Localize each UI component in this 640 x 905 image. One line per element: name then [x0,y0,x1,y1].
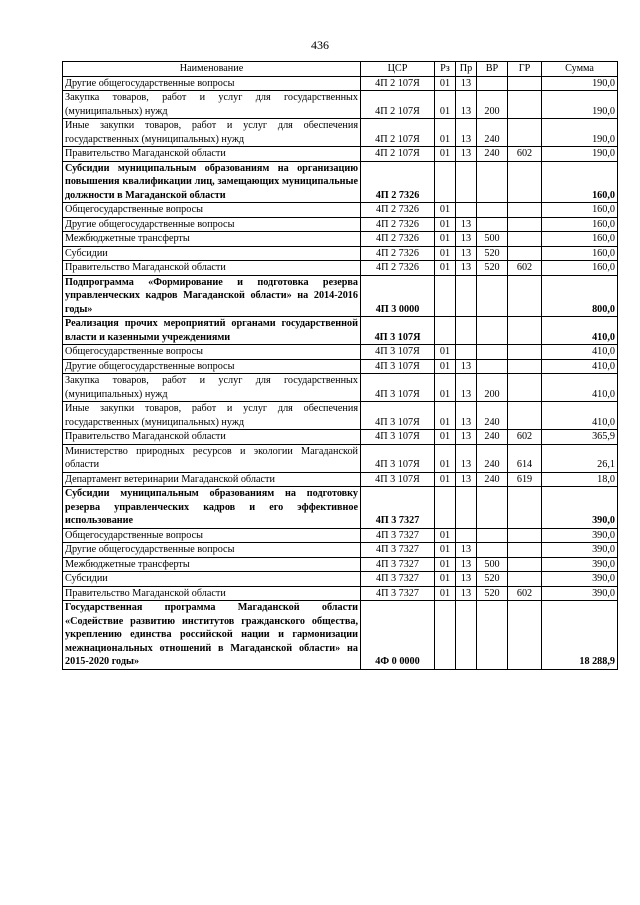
cell-name: Правительство Магаданской области [63,147,361,162]
cell-gr [508,345,542,360]
cell-pr [456,275,477,317]
cell-name: Субсидии муниципальным образованиям на подготовку резерва управленческих кадров и его эффективное использование [63,487,361,529]
table-row [63,203,618,218]
cell-name: Общегосударственные вопросы [63,528,361,543]
cell-name: Государственная программа Магаданской области «Содействие развитию институтов гражданского общества, укреплению единства российской нации и гармонизации межнациональных отношений в Магаданской области» на 2015-2020 годы» [63,601,361,670]
cell-gr [508,275,542,317]
cell-csr: 4П 3 0000 [361,275,435,317]
cell-vr [477,345,508,360]
cell-csr: 4П 3 7327 [361,528,435,543]
cell-pr [456,487,477,529]
cell-vr [477,487,508,529]
cell-vr [477,317,508,345]
cell-sum: 160,0 [542,246,618,261]
cell-csr: 4П 2 107Я [361,147,435,162]
cell-gr [508,543,542,558]
cell-sum: 26,1 [542,444,618,472]
cell-name: Общегосударственные вопросы [63,345,361,360]
cell-rz [435,275,456,317]
cell-rz: 01 [435,203,456,218]
cell-rz: 01 [435,444,456,472]
cell-vr [477,275,508,317]
cell-sum: 410,0 [542,317,618,345]
cell-pr: 13 [456,402,477,430]
cell-sum: 160,0 [542,232,618,247]
cell-csr: 4П 2 7326 [361,203,435,218]
cell-sum: 160,0 [542,161,618,203]
cell-vr [477,217,508,232]
cell-gr [508,601,542,670]
cell-csr: 4П 3 7327 [361,487,435,529]
page-number: 436 [311,38,329,52]
cell-vr [477,543,508,558]
cell-pr: 13 [456,246,477,261]
cell-sum: 190,0 [542,147,618,162]
cell-gr [508,232,542,247]
cell-pr: 13 [456,472,477,487]
table-row [63,345,618,360]
cell-gr: 619 [508,472,542,487]
cell-csr: 4П 3 107Я [361,430,435,445]
cell-csr: 4П 2 7326 [361,217,435,232]
cell-name: Субсидии [63,246,361,261]
cell-vr [477,359,508,374]
cell-sum: 800,0 [542,275,618,317]
cell-csr: 4П 2 7326 [361,161,435,203]
cell-gr: 602 [508,430,542,445]
cell-gr: 602 [508,261,542,276]
table-row [63,359,618,374]
cell-name: Другие общегосударственные вопросы [63,543,361,558]
cell-csr: 4Ф 0 0000 [361,601,435,670]
cell-rz [435,317,456,345]
cell-vr: 520 [477,586,508,601]
cell-sum: 390,0 [542,528,618,543]
cell-vr: 240 [477,444,508,472]
cell-name: Закупка товаров, работ и услуг для государственных (муниципальных) нужд [63,91,361,119]
cell-pr: 13 [456,444,477,472]
cell-vr [477,76,508,91]
cell-vr: 500 [477,557,508,572]
cell-csr: 4П 3 107Я [361,317,435,345]
table-row [63,317,618,345]
cell-rz: 01 [435,402,456,430]
table-row [63,528,618,543]
cell-name: Межбюджетные трансферты [63,557,361,572]
cell-csr: 4П 2 107Я [361,91,435,119]
table-row [63,161,618,203]
cell-pr: 13 [456,76,477,91]
cell-pr: 13 [456,374,477,402]
header-csr: ЦСР [361,62,435,77]
cell-gr [508,359,542,374]
cell-sum: 18 288,9 [542,601,618,670]
cell-gr [508,557,542,572]
cell-name: Субсидии муниципальным образованиям на организацию повышения квалификации лиц, замещающих муниципальные должности в Магаданской области [63,161,361,203]
cell-rz: 01 [435,91,456,119]
cell-pr: 13 [456,572,477,587]
cell-sum: 410,0 [542,374,618,402]
cell-vr: 520 [477,246,508,261]
cell-name: Правительство Магаданской области [63,430,361,445]
cell-rz [435,161,456,203]
cell-pr: 13 [456,586,477,601]
cell-csr: 4П 2 7326 [361,261,435,276]
cell-pr: 13 [456,430,477,445]
cell-name: Реализация прочих мероприятий органами государственной власти и казенными учреждениями [63,317,361,345]
cell-sum: 190,0 [542,91,618,119]
cell-csr: 4П 3 107Я [361,402,435,430]
cell-vr: 520 [477,261,508,276]
table-row [63,374,618,402]
cell-vr: 240 [477,402,508,430]
cell-vr: 240 [477,147,508,162]
cell-gr [508,487,542,529]
cell-pr: 13 [456,232,477,247]
header-sum: Сумма [542,62,618,77]
cell-pr: 13 [456,217,477,232]
cell-pr [456,203,477,218]
table-row [63,275,618,317]
cell-sum: 410,0 [542,402,618,430]
cell-csr: 4П 2 107Я [361,76,435,91]
cell-sum: 390,0 [542,543,618,558]
table-row [63,261,618,276]
cell-rz: 01 [435,374,456,402]
cell-vr: 240 [477,430,508,445]
cell-gr [508,246,542,261]
cell-gr [508,119,542,147]
cell-rz: 01 [435,76,456,91]
cell-gr [508,91,542,119]
table-row [63,572,618,587]
table-row [63,557,618,572]
table-row [63,487,618,529]
cell-csr: 4П 2 7326 [361,246,435,261]
cell-gr [508,528,542,543]
cell-rz: 01 [435,430,456,445]
cell-pr [456,317,477,345]
cell-pr: 13 [456,91,477,119]
cell-csr: 4П 3 107Я [361,345,435,360]
cell-vr: 240 [477,472,508,487]
table-row [63,91,618,119]
cell-gr [508,76,542,91]
cell-gr: 614 [508,444,542,472]
cell-name: Иные закупки товаров, работ и услуг для обеспечения государственных (муниципальных) нужд [63,402,361,430]
cell-sum: 410,0 [542,359,618,374]
cell-gr [508,161,542,203]
cell-sum: 160,0 [542,217,618,232]
table-row [63,543,618,558]
cell-pr [456,528,477,543]
cell-gr: 602 [508,147,542,162]
cell-vr: 200 [477,374,508,402]
cell-sum: 390,0 [542,586,618,601]
cell-pr: 13 [456,147,477,162]
cell-csr: 4П 2 107Я [361,119,435,147]
cell-rz: 01 [435,217,456,232]
header-name: Наименование [63,62,361,77]
cell-sum: 410,0 [542,345,618,360]
cell-gr [508,317,542,345]
cell-pr: 13 [456,543,477,558]
cell-vr [477,601,508,670]
cell-vr [477,528,508,543]
cell-sum: 390,0 [542,572,618,587]
cell-sum: 190,0 [542,76,618,91]
cell-name: Правительство Магаданской области [63,586,361,601]
cell-rz: 01 [435,246,456,261]
budget-table [62,61,618,670]
cell-rz [435,601,456,670]
cell-name: Субсидии [63,572,361,587]
table-row [63,232,618,247]
cell-vr: 520 [477,572,508,587]
cell-csr: 4П 3 7327 [361,586,435,601]
table-row [63,402,618,430]
cell-csr: 4П 3 107Я [361,359,435,374]
table-row [63,601,618,670]
cell-sum: 390,0 [542,487,618,529]
cell-rz: 01 [435,543,456,558]
cell-name: Подпрограмма «Формирование и подготовка резерва управленческих кадров Магаданской области» на 2014-2016 годы» [63,275,361,317]
cell-gr [508,402,542,430]
cell-csr: 4П 3 7327 [361,543,435,558]
cell-vr: 240 [477,119,508,147]
cell-name: Министерство природных ресурсов и экологии Магаданской области [63,444,361,472]
table-row [63,147,618,162]
cell-rz: 01 [435,557,456,572]
cell-rz: 01 [435,572,456,587]
cell-rz: 01 [435,586,456,601]
table-row [63,246,618,261]
cell-rz: 01 [435,119,456,147]
cell-pr: 13 [456,261,477,276]
cell-sum: 390,0 [542,557,618,572]
cell-rz [435,487,456,529]
cell-gr [508,374,542,402]
cell-csr: 4П 3 107Я [361,472,435,487]
cell-gr: 602 [508,586,542,601]
cell-name: Правительство Магаданской области [63,261,361,276]
cell-rz: 01 [435,232,456,247]
cell-vr: 500 [477,232,508,247]
cell-name: Другие общегосударственные вопросы [63,76,361,91]
table-row [63,217,618,232]
table-body [63,76,618,669]
cell-name: Общегосударственные вопросы [63,203,361,218]
cell-gr [508,203,542,218]
cell-name: Закупка товаров, работ и услуг для государственных (муниципальных) нужд [63,374,361,402]
cell-csr: 4П 3 7327 [361,572,435,587]
cell-sum: 160,0 [542,203,618,218]
cell-rz: 01 [435,261,456,276]
cell-rz: 01 [435,528,456,543]
cell-pr: 13 [456,119,477,147]
cell-csr: 4П 3 107Я [361,444,435,472]
cell-pr: 13 [456,557,477,572]
cell-sum: 190,0 [542,119,618,147]
table-row [63,472,618,487]
cell-vr: 200 [477,91,508,119]
table-row [63,76,618,91]
cell-sum: 365,9 [542,430,618,445]
header-pr: Пр [456,62,477,77]
table-header-row [63,62,618,77]
table-row [63,586,618,601]
cell-rz: 01 [435,359,456,374]
cell-rz: 01 [435,472,456,487]
cell-sum: 160,0 [542,261,618,276]
cell-gr [508,217,542,232]
cell-name: Другие общегосударственные вопросы [63,359,361,374]
cell-pr [456,345,477,360]
table-row [63,119,618,147]
cell-name: Другие общегосударственные вопросы [63,217,361,232]
table-row [63,444,618,472]
cell-gr [508,572,542,587]
cell-vr [477,203,508,218]
cell-pr [456,161,477,203]
cell-pr: 13 [456,359,477,374]
header-rz: Рз [435,62,456,77]
cell-csr: 4П 3 7327 [361,557,435,572]
cell-name: Иные закупки товаров, работ и услуг для обеспечения государственных (муниципальных) нужд [63,119,361,147]
cell-vr [477,161,508,203]
header-gr: ГР [508,62,542,77]
cell-rz: 01 [435,147,456,162]
cell-csr: 4П 2 7326 [361,232,435,247]
cell-pr [456,601,477,670]
cell-sum: 18,0 [542,472,618,487]
cell-rz: 01 [435,345,456,360]
header-vr: ВР [477,62,508,77]
cell-csr: 4П 3 107Я [361,374,435,402]
cell-name: Департамент ветеринарии Магаданской области [63,472,361,487]
table-row [63,430,618,445]
cell-name: Межбюджетные трансферты [63,232,361,247]
